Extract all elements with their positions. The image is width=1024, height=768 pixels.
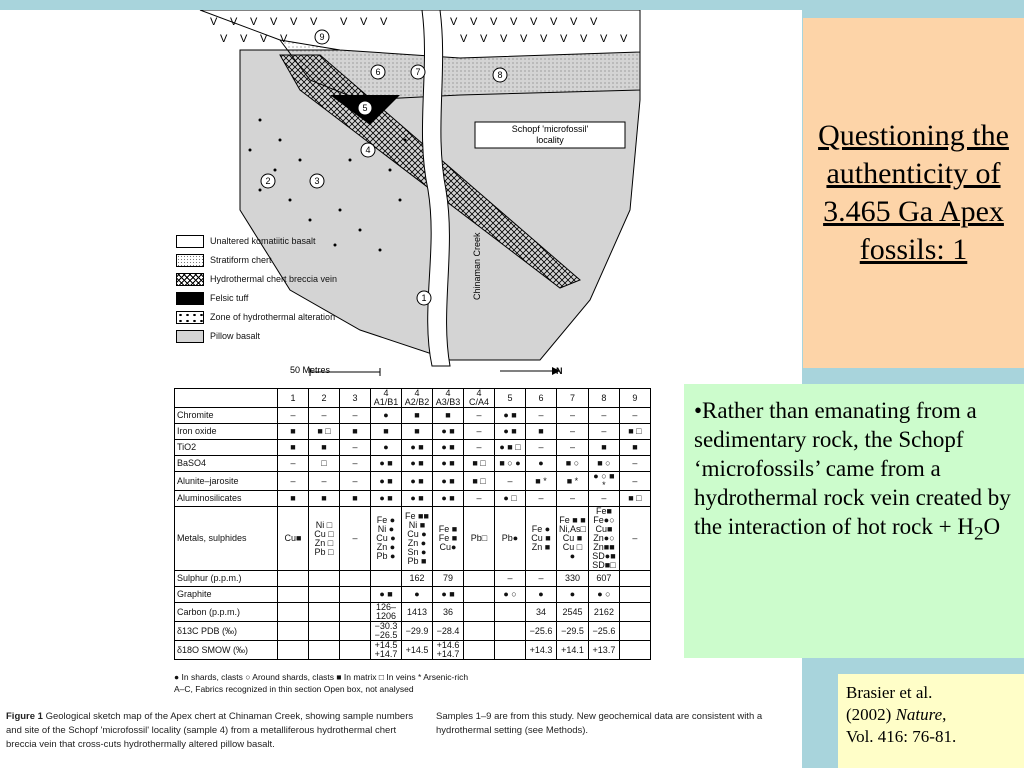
table-cell: 79 (433, 571, 464, 587)
table-cell: Fe ● Cu ■ Zn ■ (526, 507, 557, 571)
svg-text:V: V (570, 16, 578, 28)
table-cell: ● ■ (371, 587, 402, 603)
table-cell (340, 641, 371, 660)
svg-text:V: V (210, 16, 218, 28)
table-cell: Fe■ Fe●○ Cu■ Zn●○ Zn■■ SD●■ SD■□ (588, 507, 619, 571)
table-cell (464, 587, 495, 603)
reference-panel (838, 674, 1024, 768)
table-cell: – (619, 507, 650, 571)
reference-line-2 (846, 704, 1016, 726)
svg-text:V: V (550, 16, 558, 28)
table-cell: ■ (278, 424, 309, 440)
table-cell: – (464, 424, 495, 440)
svg-text:V: V (620, 33, 628, 45)
svg-text:V: V (530, 16, 538, 28)
svg-text:V: V (560, 33, 568, 45)
table-header-sample: 4 A2/B2 (402, 389, 433, 408)
table-cell: 330 (557, 571, 589, 587)
svg-text:V: V (280, 33, 288, 45)
table-cell: – (557, 424, 589, 440)
table-cell: – (619, 456, 650, 472)
table-cell: ● ○ (495, 587, 526, 603)
table-cell: +14.3 (526, 641, 557, 660)
table-cell (309, 603, 340, 622)
table-header-sample: 4 A3/B3 (433, 389, 464, 408)
svg-text:2: 2 (265, 176, 271, 186)
legend-label: Zone of hydrothermal alteration (210, 312, 336, 322)
table-cell: 36 (433, 603, 464, 622)
table-cell (495, 641, 526, 660)
legend-item-hydro (176, 308, 346, 327)
legend-swatch-breccia (176, 273, 204, 286)
table-cell: – (464, 440, 495, 456)
table-row (175, 491, 651, 507)
table-cell: ● ■ □ (495, 440, 526, 456)
svg-text:V: V (580, 33, 588, 45)
svg-text:V: V (340, 16, 348, 28)
table-cell: ■ ○ ● (495, 456, 526, 472)
svg-text:V: V (500, 33, 508, 45)
svg-text:1: 1 (421, 293, 427, 303)
table-cell: Pb● (495, 507, 526, 571)
table-cell: – (619, 408, 650, 424)
table-row (175, 587, 651, 603)
table-header-sample: 4 C/A4 (464, 389, 495, 408)
bullet-main: •Rather than emanating from a sedimentary rock, the Schopf ‘microfossils’ came from a hydrothermal rock vein created by the interaction of hot rock + H (694, 398, 1011, 539)
table-row-label: δ13C PDB (‰) (175, 622, 278, 641)
svg-text:V: V (480, 33, 488, 45)
svg-text:V: V (310, 16, 318, 28)
caption-left-text: Geological sketch map of the Apex chert at Chinaman Creek, showing sample numbers and site of the Schopf 'microfossil' locality (sample 4) from a metalliferous hydrothermal chert breccia vein that cross-cuts hydrothermally altered pillow basalt. (6, 711, 414, 750)
table-row (175, 622, 651, 641)
svg-text:V: V (220, 33, 228, 45)
table-cell: 34 (526, 603, 557, 622)
table-cell: ● ■ (433, 440, 464, 456)
table-header-sample: 3 (340, 389, 371, 408)
table-cell: 607 (588, 571, 619, 587)
figure-caption (6, 710, 796, 752)
table-cell: ■ ○ (588, 456, 619, 472)
svg-text:V: V (290, 16, 298, 28)
map-legend (176, 232, 346, 346)
table-row-label: TiO2 (175, 440, 278, 456)
table-cell: Fe ■ Fe ■ Cu● (433, 507, 464, 571)
table-cell: ● ○ (588, 587, 619, 603)
table-cell: – (340, 440, 371, 456)
table-cell: – (340, 507, 371, 571)
table-cell: ■ ○ (557, 456, 589, 472)
svg-text:V: V (490, 16, 498, 28)
geochemistry-table (174, 388, 651, 660)
table-row-label: BaSO4 (175, 456, 278, 472)
table-cell: ● □ (495, 491, 526, 507)
legend-item-breccia (176, 270, 346, 289)
table-cell: ■ (278, 440, 309, 456)
table-cell: ● (371, 440, 402, 456)
table-cell: – (464, 408, 495, 424)
table-header-sample: 6 (526, 389, 557, 408)
svg-text:3: 3 (314, 176, 320, 186)
table-cell: ● ■ (402, 472, 433, 491)
table-cell: Fe ■ ■ Ni,As□ Cu ■ Cu □ ● (557, 507, 589, 571)
table-cell: ■ * (526, 472, 557, 491)
caption-figure-label: Figure 1 (6, 711, 43, 722)
svg-text:V: V (520, 33, 528, 45)
table-cell: ■ (371, 424, 402, 440)
bullet-subscript: 2 (973, 523, 984, 545)
legend-item-pillow (176, 327, 346, 346)
locality-label-1: Schopf 'microfossil' (511, 124, 589, 134)
table-cell: ● ■ (402, 491, 433, 507)
legend-swatch-basalt (176, 235, 204, 248)
table-cell: ■ (588, 440, 619, 456)
table-cell: ■ (526, 424, 557, 440)
table-cell: +14.5 +14.7 (371, 641, 402, 660)
table-cell: ● ■ (495, 424, 526, 440)
svg-text:V: V (600, 33, 608, 45)
table-row-label: Iron oxide (175, 424, 278, 440)
table-header-sample: 4 A1/B1 (371, 389, 402, 408)
table-cell: ■ (433, 408, 464, 424)
table-row-label: Carbon (p.p.m.) (175, 603, 278, 622)
table-cell: – (526, 408, 557, 424)
table-cell (309, 587, 340, 603)
legend-swatch-tuff (176, 292, 204, 305)
table-row-label: Graphite (175, 587, 278, 603)
legend-item-basalt (176, 232, 346, 251)
svg-text:9: 9 (319, 32, 325, 42)
table-cell (371, 571, 402, 587)
table-cell: – (309, 408, 340, 424)
reference-text (846, 682, 1016, 748)
legend-item-tuff (176, 289, 346, 308)
table-row (175, 603, 651, 622)
table-cell: ■ * (557, 472, 589, 491)
table-cell: ■ □ (464, 472, 495, 491)
table-cell: ● ■ (402, 456, 433, 472)
table-cell (309, 641, 340, 660)
table-cell: +14.1 (557, 641, 589, 660)
table-cell: ● ■ (371, 472, 402, 491)
legend-swatch-hydro (176, 311, 204, 324)
table-cell (495, 603, 526, 622)
table-cell: – (495, 472, 526, 491)
table-cell: ● (402, 587, 433, 603)
svg-text:V: V (360, 16, 368, 28)
table-cell: – (526, 491, 557, 507)
caption-right: Samples 1–9 are from this study. New geochemical data are consistent with a hydrothermal setting (see Methods). (436, 711, 763, 736)
legend-label: Felsic tuff (210, 293, 249, 303)
table-cell: −28.4 (433, 622, 464, 641)
table-key-line-2: A–C, Fabrics recognized in thin section Open box, not analysed (174, 684, 414, 694)
table-cell: – (464, 491, 495, 507)
svg-text:V: V (450, 16, 458, 28)
table-cell: ● ■ (433, 587, 464, 603)
table-cell: 1413 (402, 603, 433, 622)
table-cell: – (278, 456, 309, 472)
table-cell: – (588, 424, 619, 440)
table-cell: ● (557, 587, 589, 603)
table-cell: +14.6 +14.7 (433, 641, 464, 660)
table-cell: Cu■ (278, 507, 309, 571)
table-cell: ■ □ (619, 491, 650, 507)
table-cell: ● (526, 456, 557, 472)
table-cell (464, 571, 495, 587)
table-cell (340, 622, 371, 641)
reference-journal: Nature (895, 705, 943, 724)
table-cell (278, 641, 309, 660)
legend-item-chert (176, 251, 346, 270)
table-cell: – (278, 472, 309, 491)
table-header-sample: 7 (557, 389, 589, 408)
table-cell: ■ (402, 408, 433, 424)
svg-text:V: V (590, 16, 598, 28)
table-cell: ■ (619, 440, 650, 456)
table-cell: 162 (402, 571, 433, 587)
table-cell (495, 622, 526, 641)
svg-text:V: V (380, 16, 388, 28)
svg-text:V: V (230, 16, 238, 28)
table-cell: – (495, 571, 526, 587)
slide-title: Questioning the authenticity of 3.465 Ga Apex fossils: 1 (818, 119, 1009, 266)
table-cell: – (557, 491, 589, 507)
table-row-label: Metals, sulphides (175, 507, 278, 571)
table-cell: −25.6 (526, 622, 557, 641)
legend-swatch-pillow (176, 330, 204, 343)
table-cell: 126–1206 (371, 603, 402, 622)
table-row (175, 440, 651, 456)
table-cell: ■ □ (464, 456, 495, 472)
svg-text:V: V (240, 33, 248, 45)
table-key-line-1: ● In shards, clasts ○ Around shards, clasts ■ In matrix □ In veins * Arsenic-rich (174, 672, 469, 682)
table-cell (309, 622, 340, 641)
svg-text:V: V (250, 16, 258, 28)
table-cell: ■ (340, 424, 371, 440)
table-header-sample: 2 (309, 389, 340, 408)
table-cell (619, 587, 650, 603)
table-cell (340, 571, 371, 587)
svg-text:7: 7 (415, 67, 421, 77)
table-cell (340, 587, 371, 603)
bullet-suffix: O (983, 514, 1001, 539)
table-cell (278, 603, 309, 622)
svg-text:4: 4 (365, 145, 371, 155)
table-key (174, 672, 734, 696)
table-cell: – (526, 440, 557, 456)
table-cell: Fe ■■ Ni ■ Cu ● Zn ● Sn ● Pb ■ (402, 507, 433, 571)
table-row-label: Sulphur (p.p.m.) (175, 571, 278, 587)
table-cell: – (340, 408, 371, 424)
table-row (175, 571, 651, 587)
table-cell: ■ □ (309, 424, 340, 440)
table-header-blank (175, 389, 278, 408)
table-cell (278, 622, 309, 641)
table-cell: +14.5 (402, 641, 433, 660)
table-cell: □ (309, 456, 340, 472)
table-cell: −29.5 (557, 622, 589, 641)
reference-year: (2002) (846, 705, 896, 724)
title-panel (803, 18, 1024, 368)
table-cell: – (340, 472, 371, 491)
table-cell: Ni □ Cu □ Zn □ Pb □ (309, 507, 340, 571)
scale-label: 50 Metres (290, 365, 331, 375)
table-cell: Fe ● Ni ● Cu ● Zn ● Pb ● (371, 507, 402, 571)
table-cell: – (526, 571, 557, 587)
table-row (175, 641, 651, 660)
legend-label: Unaltered komatiitic basalt (210, 236, 316, 246)
table-cell: ■ (340, 491, 371, 507)
svg-text:V: V (540, 33, 548, 45)
table-cell: ■ (402, 424, 433, 440)
table-cell: – (588, 491, 619, 507)
table-cell (278, 587, 309, 603)
north-label: N (556, 366, 563, 376)
table-row-label: δ18O SMOW (‰) (175, 641, 278, 660)
table-row-label: Aluminosilicates (175, 491, 278, 507)
table-header-sample: 8 (588, 389, 619, 408)
table-cell: ● ■ (402, 440, 433, 456)
table-row-label: Chromite (175, 408, 278, 424)
legend-swatch-chert (176, 254, 204, 267)
table-cell: ● (526, 587, 557, 603)
table-cell: ● (371, 408, 402, 424)
svg-text:V: V (460, 33, 468, 45)
legend-label: Pillow basalt (210, 331, 261, 341)
table-cell (619, 622, 650, 641)
svg-text:V: V (260, 33, 268, 45)
table-cell (619, 641, 650, 660)
svg-text:V: V (270, 16, 278, 28)
table-cell: ● ■ (371, 491, 402, 507)
table-cell (619, 603, 650, 622)
reference-line-3: Vol. 416: 76-81. (846, 727, 957, 746)
legend-label: Stratiform chert (210, 255, 272, 265)
table-cell (278, 571, 309, 587)
table-cell (619, 571, 650, 587)
reference-comma: , (942, 705, 947, 724)
table-row-label: Alunite–jarosite (175, 472, 278, 491)
table-cell: Pb□ (464, 507, 495, 571)
svg-text:5: 5 (362, 103, 368, 113)
table-header-sample: 9 (619, 389, 650, 408)
table-cell: – (557, 408, 589, 424)
table-cell (464, 622, 495, 641)
table-cell: ● ■ (433, 472, 464, 491)
table-cell: – (619, 472, 650, 491)
table-row (175, 424, 651, 440)
table-cell: ■ (278, 491, 309, 507)
bullet-text (694, 396, 1018, 549)
table-cell: – (588, 408, 619, 424)
table-cell: 2545 (557, 603, 589, 622)
table-cell: ■ □ (619, 424, 650, 440)
table-row (175, 456, 651, 472)
table-cell: ● ○ ■ * (588, 472, 619, 491)
reference-line-1: Brasier et al. (846, 683, 933, 702)
legend-label: Hydrothermal chert breccia vein (210, 274, 338, 284)
table-cell: −25.6 (588, 622, 619, 641)
table-cell: ● ■ (433, 456, 464, 472)
creek-label: Chinaman Creek (472, 232, 482, 300)
svg-text:V: V (470, 16, 478, 28)
table-cell: ■ (309, 440, 340, 456)
table-cell: – (557, 440, 589, 456)
table-cell: – (340, 456, 371, 472)
figure-panel (0, 10, 802, 768)
table-cell: +13.7 (588, 641, 619, 660)
table-header-sample: 1 (278, 389, 309, 408)
table-row (175, 408, 651, 424)
table-cell: ■ (309, 491, 340, 507)
bullet-panel (684, 384, 1024, 658)
table-header-sample: 5 (495, 389, 526, 408)
svg-text:V: V (510, 16, 518, 28)
table-cell: – (309, 472, 340, 491)
table-cell (464, 603, 495, 622)
table-cell: ● ■ (433, 491, 464, 507)
table-cell: −29.9 (402, 622, 433, 641)
caption-left (6, 710, 416, 752)
table-cell (309, 571, 340, 587)
svg-text:6: 6 (375, 67, 381, 77)
locality-label-2: locality (536, 135, 564, 145)
table-cell: ● ■ (433, 424, 464, 440)
table-row (175, 507, 651, 571)
table-cell: – (278, 408, 309, 424)
table-header-row (175, 389, 651, 408)
table-cell: ● ■ (495, 408, 526, 424)
svg-text:8: 8 (497, 70, 503, 80)
table-row (175, 472, 651, 491)
table-cell (340, 603, 371, 622)
table-cell: −30.3 −26.5 (371, 622, 402, 641)
table-cell: ● ■ (371, 456, 402, 472)
table-cell: 2162 (588, 603, 619, 622)
table-cell (464, 641, 495, 660)
